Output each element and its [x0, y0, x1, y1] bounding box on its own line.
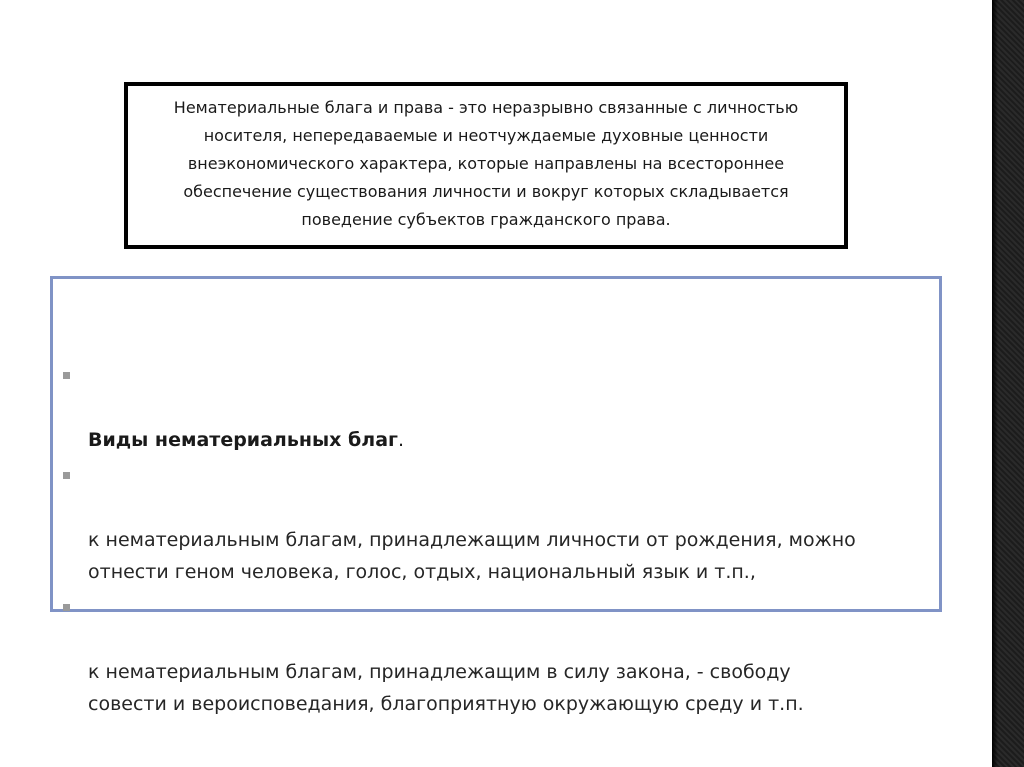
list-item [63, 460, 923, 588]
square-bullet-icon [63, 604, 70, 611]
definition-box [124, 82, 848, 249]
list-item-text: к нематериальным благам, принадлежащим в силу закона, - свободу совести и вероисповедания, благоприятную окружающую среду и т.п. [88, 661, 804, 715]
types-box [50, 276, 942, 715]
types-heading: Виды нематериальных благ [88, 429, 398, 451]
square-bullet-icon [63, 472, 70, 479]
decorative-side-strip [992, 0, 1024, 767]
list-item [63, 592, 923, 720]
list-item-heading [63, 360, 923, 456]
list-item-text: к нематериальным благам, принадлежащим личности от рождения, можно отнести геном человека, голос, отдых, национальный язык и т.п., [88, 529, 856, 583]
bullet-list [63, 360, 923, 724]
square-bullet-icon [63, 372, 70, 379]
types-heading-suffix: . [397, 429, 405, 451]
definition-text: Нематериальные блага и права - это неразрывно связанные с личностью носителя, непередаваемые и неотчуждаемые духовные ценности внеэкономического характера, которые направлены на всестороннее обеспечение существования личности и вокруг которых складывается поведение субъектов гражданского права. [173, 98, 799, 229]
